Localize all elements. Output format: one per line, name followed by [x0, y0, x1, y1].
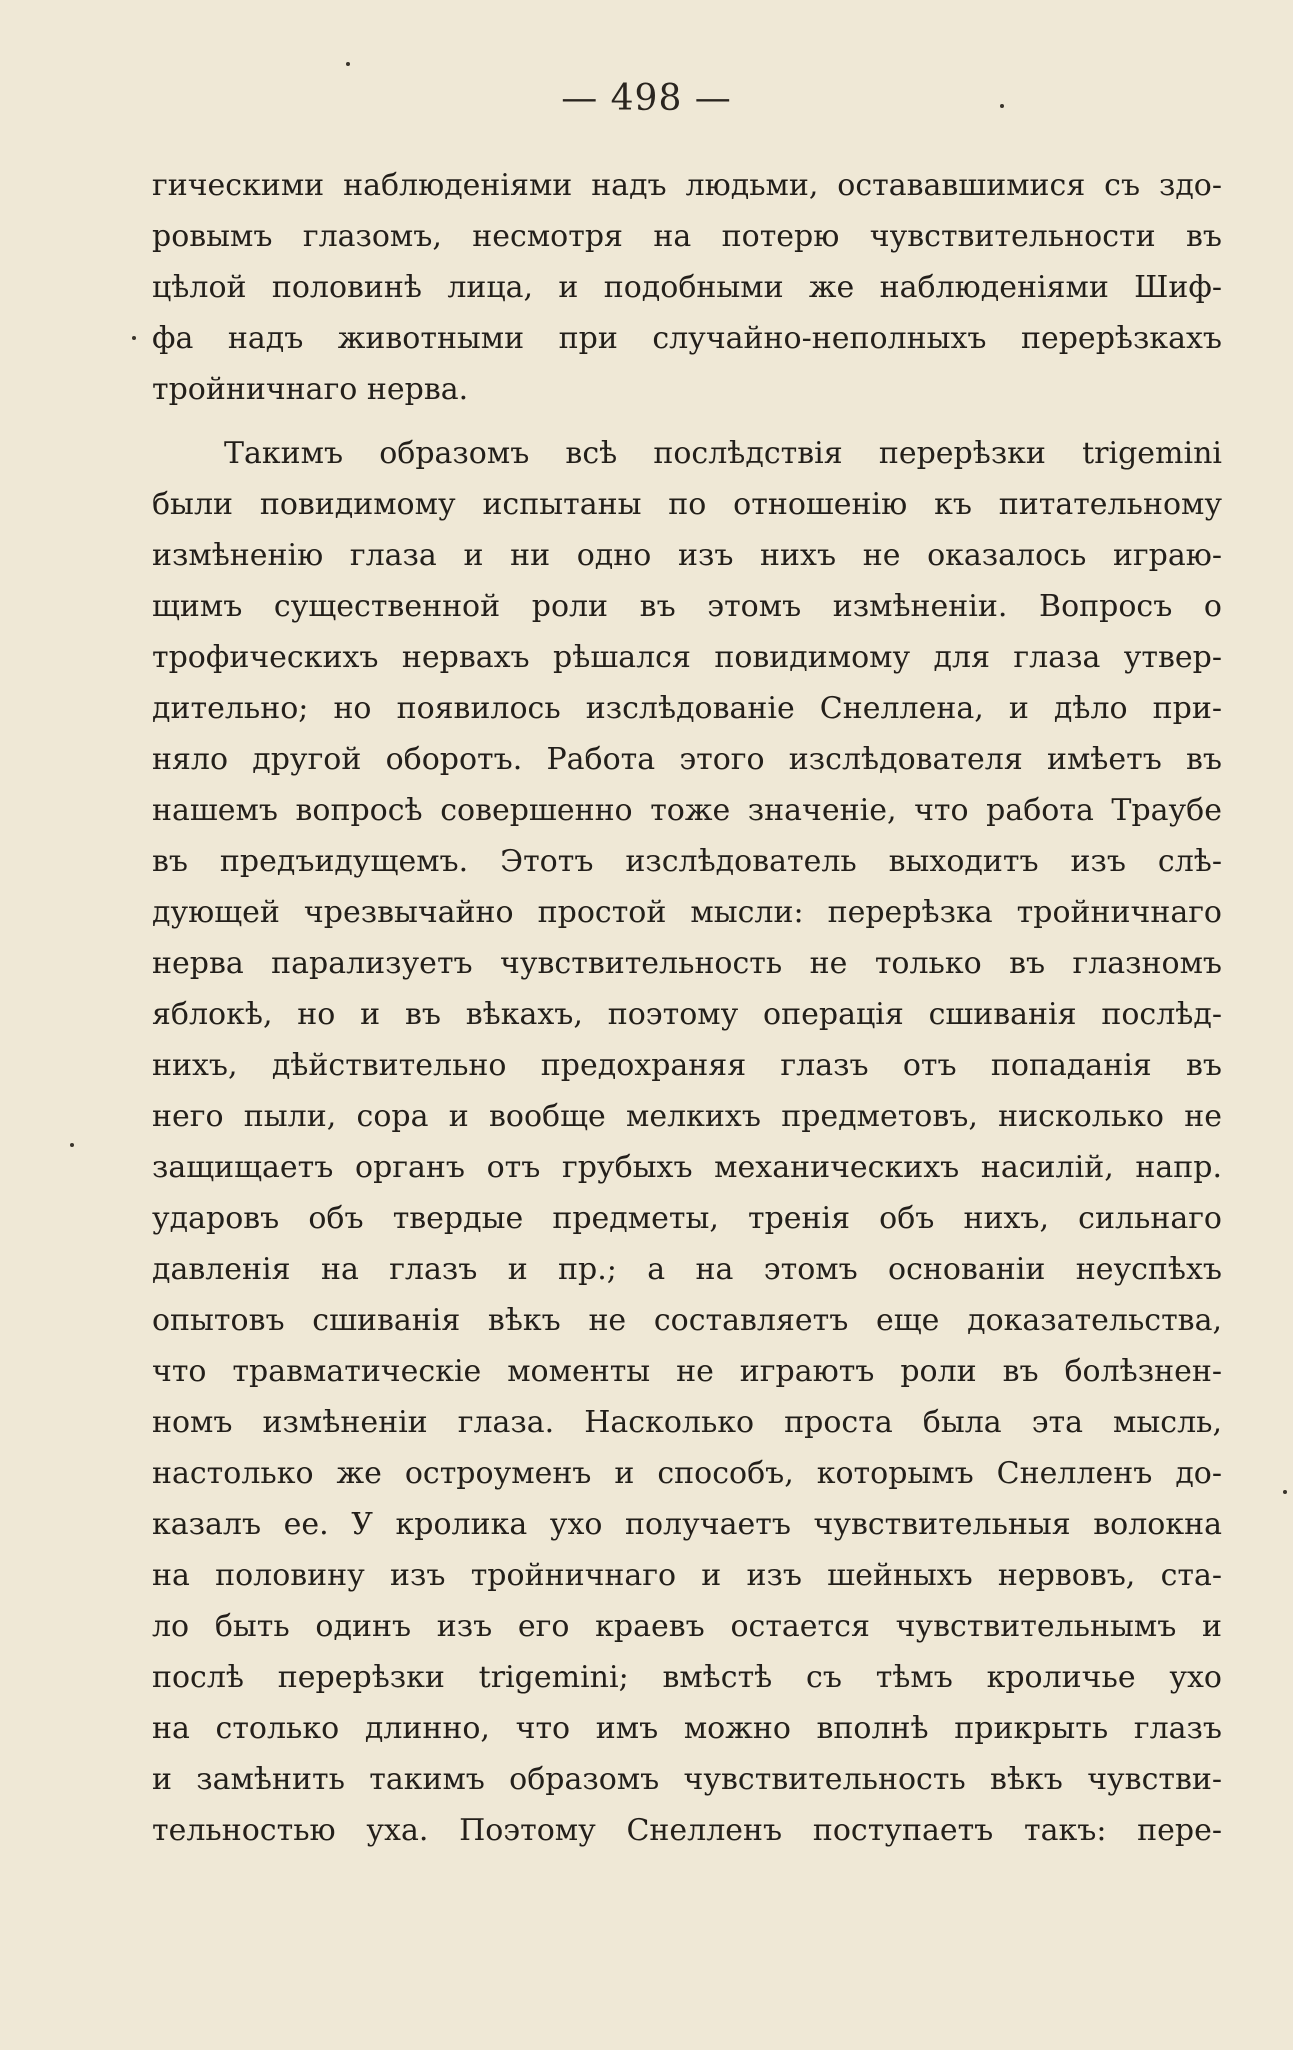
- text-line: нерва парализуетъ чувствительность не только въ глазномъ: [152, 946, 1222, 981]
- text-line: ло быть одинъ изъ его краевъ остается чувствительнымъ и: [152, 1609, 1222, 1644]
- text-line: нихъ, дѣйствительно предохраняя глазъ отъ попаданiя въ: [152, 1048, 1222, 1083]
- text-line: него пыли, сора и вообще мелкихъ предметовъ, нисколько не: [152, 1099, 1222, 1134]
- text-line: настолько же остроуменъ и способъ, которымъ Снелленъ до-: [152, 1456, 1222, 1491]
- page-number: — 498 —: [561, 78, 732, 119]
- text-line: что травматическiе моменты не играютъ роли въ болѣзнен-: [152, 1354, 1222, 1389]
- text-line: опытовъ сшиванiя вѣкъ не составляетъ еще доказательства,: [152, 1303, 1222, 1338]
- paper-speck: [346, 62, 350, 66]
- text-line: трофическихъ нервахъ рѣшался повидимому для глаза утвер-: [152, 640, 1222, 675]
- text-body: [152, 160, 1222, 1856]
- text-line: гическими наблюденiями надъ людьми, остававшимися съ здо-: [152, 168, 1222, 203]
- paper-speck: [132, 336, 136, 340]
- text-line: Такимъ образомъ всѣ послѣдствiя перерѣзки trigemini: [224, 436, 1222, 471]
- paper-speck: [70, 1143, 74, 1147]
- text-line: дительно; но появилось изслѣдованiе Снеллена, и дѣло при-: [152, 691, 1222, 726]
- text-line: тельностью уха. Поэтому Снелленъ поступаетъ такъ: пере-: [152, 1813, 1222, 1848]
- paragraph-1: [152, 160, 1222, 415]
- text-line: были повидимому испытаны по отношенiю къ питательному: [152, 487, 1222, 522]
- text-line: измѣненiю глаза и ни одно изъ нихъ не оказалось играю-: [152, 538, 1222, 573]
- text-line: ровымъ глазомъ, несмотря на потерю чувствительности въ: [152, 219, 1222, 254]
- paragraph-2: [152, 428, 1222, 1856]
- text-line: цѣлой половинѣ лица, и подобными же наблюденiями Шиф-: [152, 270, 1222, 305]
- text-line: яблокѣ, но и въ вѣкахъ, поэтому операцiя сшиванiя послѣд-: [152, 997, 1222, 1032]
- text-line: щимъ существенной роли въ этомъ измѣненiи. Вопросъ о: [152, 589, 1222, 624]
- text-line: няло другой оборотъ. Работа этого изслѣдователя имѣетъ въ: [152, 742, 1222, 777]
- text-line: тройничнаго нерва.: [152, 372, 469, 407]
- text-line: на половину изъ тройничнаго и изъ шейныхъ нервовъ, ста-: [152, 1558, 1222, 1593]
- text-line: послѣ перерѣзки trigemini; вмѣстѣ съ тѣмъ кроличье ухо: [152, 1660, 1222, 1695]
- text-line: защищаетъ органъ отъ грубыхъ механическихъ насилiй, напр.: [152, 1150, 1222, 1185]
- text-line: нашемъ вопросѣ совершенно тоже значенiе, что работа Траубе: [152, 793, 1222, 828]
- paper-speck: [1000, 104, 1004, 108]
- text-line: въ предъидущемъ. Этотъ изслѣдователь выходитъ изъ слѣ-: [152, 844, 1222, 879]
- text-line: казалъ ее. У кролика ухо получаетъ чувствительныя волокна: [152, 1507, 1222, 1542]
- text-line: давленiя на глазъ и пр.; а на этомъ основанiи неуспѣхъ: [152, 1252, 1222, 1287]
- text-line: ударовъ объ твердые предметы, тренiя объ нихъ, сильнаго: [152, 1201, 1222, 1236]
- text-line: на столько длинно, что имъ можно вполнѣ прикрыть глазъ: [152, 1711, 1222, 1746]
- text-line: фа надъ животными при случайно-неполныхъ перерѣзкахъ: [152, 321, 1222, 356]
- text-line: дующей чрезвычайно простой мысли: перерѣзка тройничнаго: [152, 895, 1222, 930]
- paper-speck: [1283, 1490, 1287, 1494]
- text-line: и замѣнить такимъ образомъ чувствительность вѣкъ чувстви-: [152, 1762, 1222, 1797]
- text-line: номъ измѣненiи глаза. Насколько проста была эта мысль,: [152, 1405, 1222, 1440]
